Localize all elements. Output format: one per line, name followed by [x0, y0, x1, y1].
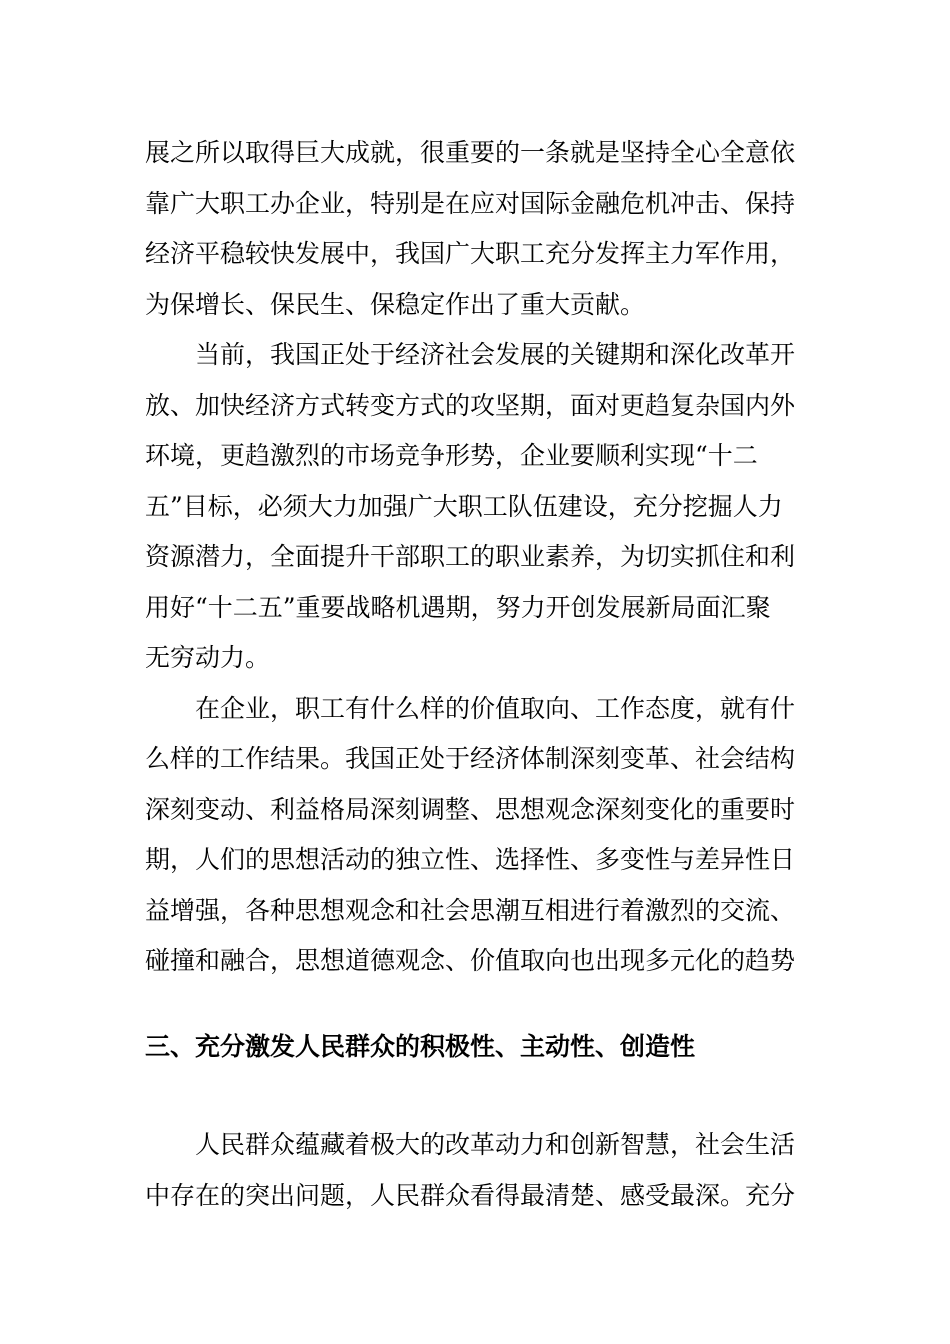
section-heading: 三、充分激发人民群众的积极性、主动性、创造性 — [145, 1032, 696, 1061]
text-line: 资源潜力，全面提升干部职工的职业素养，为切实抓住和利 — [145, 542, 796, 571]
text-line: 无穷动力。 — [145, 643, 271, 672]
text-line: 在企业，职工有什么样的价值取向、工作态度，就有什 — [195, 693, 796, 723]
text-line: 益增强，各种思想观念和社会思潮互相进行着激烈的交流、 — [145, 895, 796, 925]
text-line: 放、加快经济方式转变方式的攻坚期，面对更趋复杂国内外 — [145, 390, 796, 420]
text-line: 深刻变动、利益格局深刻调整、思想观念深刻变化的重要时 — [145, 794, 796, 824]
text-line: 么样的工作结果。我国正处于经济体制深刻变革、社会结构 — [145, 744, 796, 773]
paragraph-1 — [145, 128, 810, 330]
text-line: 碰撞和融合，思想道德观念、价值取向也出现多元化的趋势 — [145, 946, 796, 975]
text-line: 期，人们的思想活动的独立性、选择性、多变性与差异性日 — [145, 845, 796, 874]
text-line: 展之所以取得巨大成就，很重要的一条就是坚持全心全意依 — [145, 138, 796, 167]
text-line: 五”目标，必须大力加强广大职工队伍建设，充分挖掘人力 — [145, 491, 783, 521]
paragraph-2 — [145, 330, 810, 684]
text-line: 环境，更趋激烈的市场竞争形势，企业要顺利实现“十二 — [145, 441, 758, 470]
text-line: 经济平稳较快发展中，我国广大职工充分发挥主力军作用， — [145, 239, 796, 268]
body-text-continued — [145, 1120, 810, 1221]
text-line: 靠广大职工办企业，特别是在应对国际金融危机冲击、保持 — [145, 188, 796, 218]
text-line: 人民群众蕴藏着极大的改革动力和创新智慧，社会生活 — [195, 1130, 796, 1159]
paragraph-4 — [145, 1120, 810, 1221]
text-line: 用好“十二五”重要战略机遇期，努力开创发展新局面汇聚 — [145, 592, 771, 622]
text-line: 为保增长、保民生、保稳定作出了重大贡献。 — [145, 289, 646, 319]
paragraph-3 — [145, 684, 810, 987]
body-text — [145, 128, 810, 987]
text-line: 中存在的突出问题，人民群众看得最清楚、感受最深。充分 — [145, 1180, 796, 1210]
text-line: 当前，我国正处于经济社会发展的关键期和深化改革开 — [195, 340, 796, 369]
